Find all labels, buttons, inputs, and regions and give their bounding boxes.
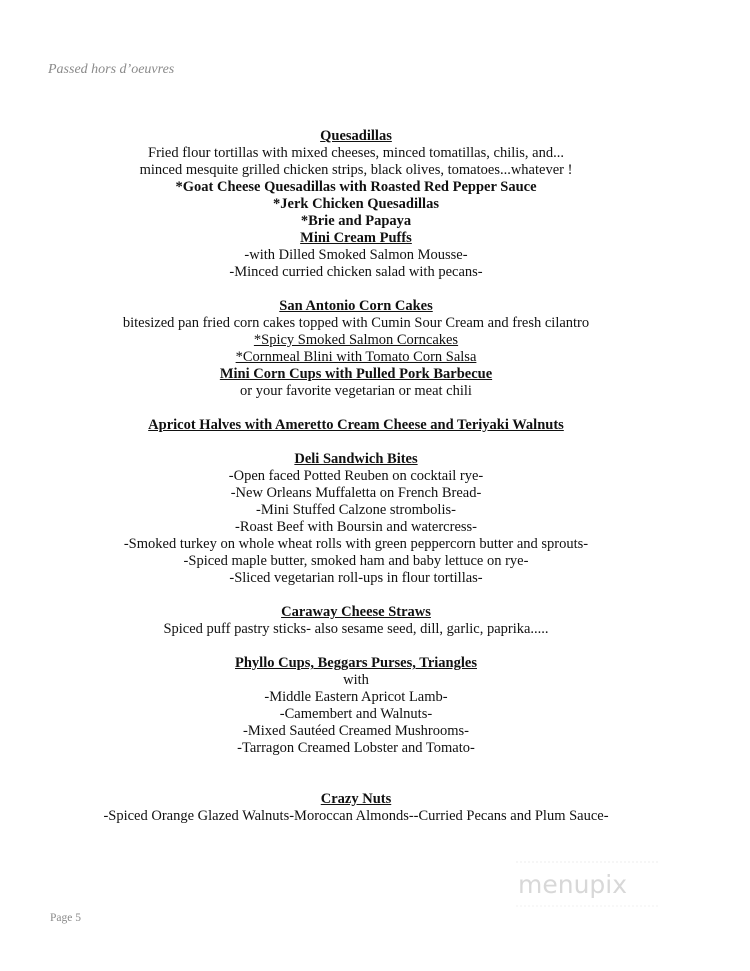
- menu-item-line: -Sliced vegetarian roll-ups in flour tortillas-: [229, 570, 483, 586]
- section-spacer: [0, 757, 712, 791]
- menu-item-line: -Mixed Sautéed Creamed Mushrooms-: [243, 723, 469, 739]
- section-heading-apricot-halves: Apricot Halves with Ameretto Cream Cheese and Teriyaki Walnuts: [148, 417, 564, 433]
- menu-item-line: -Smoked turkey on whole wheat rolls with green peppercorn butter and sprouts-: [123, 536, 589, 552]
- section-heading-mini-cream-puffs: Mini Cream Puffs: [300, 230, 412, 246]
- menu-description-line: Fried flour tortillas with mixed cheeses, minced tomatillas, chilis, and...: [148, 145, 564, 161]
- menu-content: [0, 128, 712, 825]
- section-heading-mini-corn-cups: Mini Corn Cups with Pulled Pork Barbecue: [219, 366, 493, 382]
- section-spacer: [0, 587, 712, 604]
- menu-item-cornmeal-blini: *Cornmeal Blini with Tomato Corn Salsa: [235, 349, 477, 365]
- menu-description-line: Spiced puff pastry sticks- also sesame seed, dill, garlic, paprika.....: [163, 621, 549, 637]
- menu-item-line: -Spiced maple butter, smoked ham and baby lettuce on rye-: [183, 553, 529, 569]
- menu-description-line: -Spiced Orange Glazed Walnuts-Moroccan Almonds--Curried Pecans and Plum Sauce-: [103, 808, 609, 824]
- menu-description-line: or your favorite vegetarian or meat chili: [240, 383, 472, 399]
- watermark-text: menupix: [518, 870, 628, 899]
- menu-item-line: -Open faced Potted Reuben on cocktail rye-: [228, 468, 484, 484]
- menu-item-goat-cheese-quesadillas: *Goat Cheese Quesadillas with Roasted Red Pepper Sauce: [175, 179, 537, 195]
- menu-item-spicy-smoked-salmon-corncakes: *Spicy Smoked Salmon Corncakes: [253, 332, 459, 348]
- section-heading-phyllo: Phyllo Cups, Beggars Purses, Triangles: [235, 655, 477, 671]
- menu-item-line: -with Dilled Smoked Salmon Mousse-: [244, 247, 468, 263]
- menu-item-jerk-chicken-quesadillas: *Jerk Chicken Quesadillas: [273, 196, 439, 212]
- section-spacer: [0, 434, 712, 451]
- page-header-title: Passed hors d’oeuvres: [48, 62, 175, 77]
- section-heading-crazy-nuts: Crazy Nuts: [320, 791, 392, 807]
- section-spacer: [0, 281, 712, 298]
- menu-item-line: -Mini Stuffed Calzone strombolis-: [256, 502, 456, 518]
- menu-item-line: -Camembert and Walnuts-: [279, 706, 433, 722]
- menu-item-brie-and-papaya: *Brie and Papaya: [300, 213, 412, 229]
- page-number: Page 5: [50, 912, 81, 924]
- menu-item-line: -Middle Eastern Apricot Lamb-: [264, 689, 448, 705]
- menu-description-line: minced mesquite grilled chicken strips, black olives, tomatoes...whatever !: [139, 162, 573, 178]
- menu-item-line: -New Orleans Muffaletta on French Bread-: [230, 485, 482, 501]
- menu-item-line: -Minced curried chicken salad with pecans-: [229, 264, 483, 280]
- section-spacer: [0, 638, 712, 655]
- menu-description-line: bitesized pan fried corn cakes topped with Cumin Sour Cream and fresh cilantro: [122, 315, 590, 331]
- menu-item-line: with: [343, 672, 369, 688]
- menu-item-line: -Tarragon Creamed Lobster and Tomato-: [237, 740, 475, 756]
- section-heading-corn-cakes: San Antonio Corn Cakes: [279, 298, 433, 314]
- section-heading-quesadillas: Quesadillas: [320, 128, 392, 144]
- menu-item-line: -Roast Beef with Boursin and watercress-: [234, 519, 477, 535]
- menupix-watermark: [512, 858, 662, 910]
- section-heading-deli-sandwich-bites: Deli Sandwich Bites: [294, 451, 418, 467]
- section-spacer: [0, 400, 712, 417]
- section-heading-caraway-cheese-straws: Caraway Cheese Straws: [281, 604, 431, 620]
